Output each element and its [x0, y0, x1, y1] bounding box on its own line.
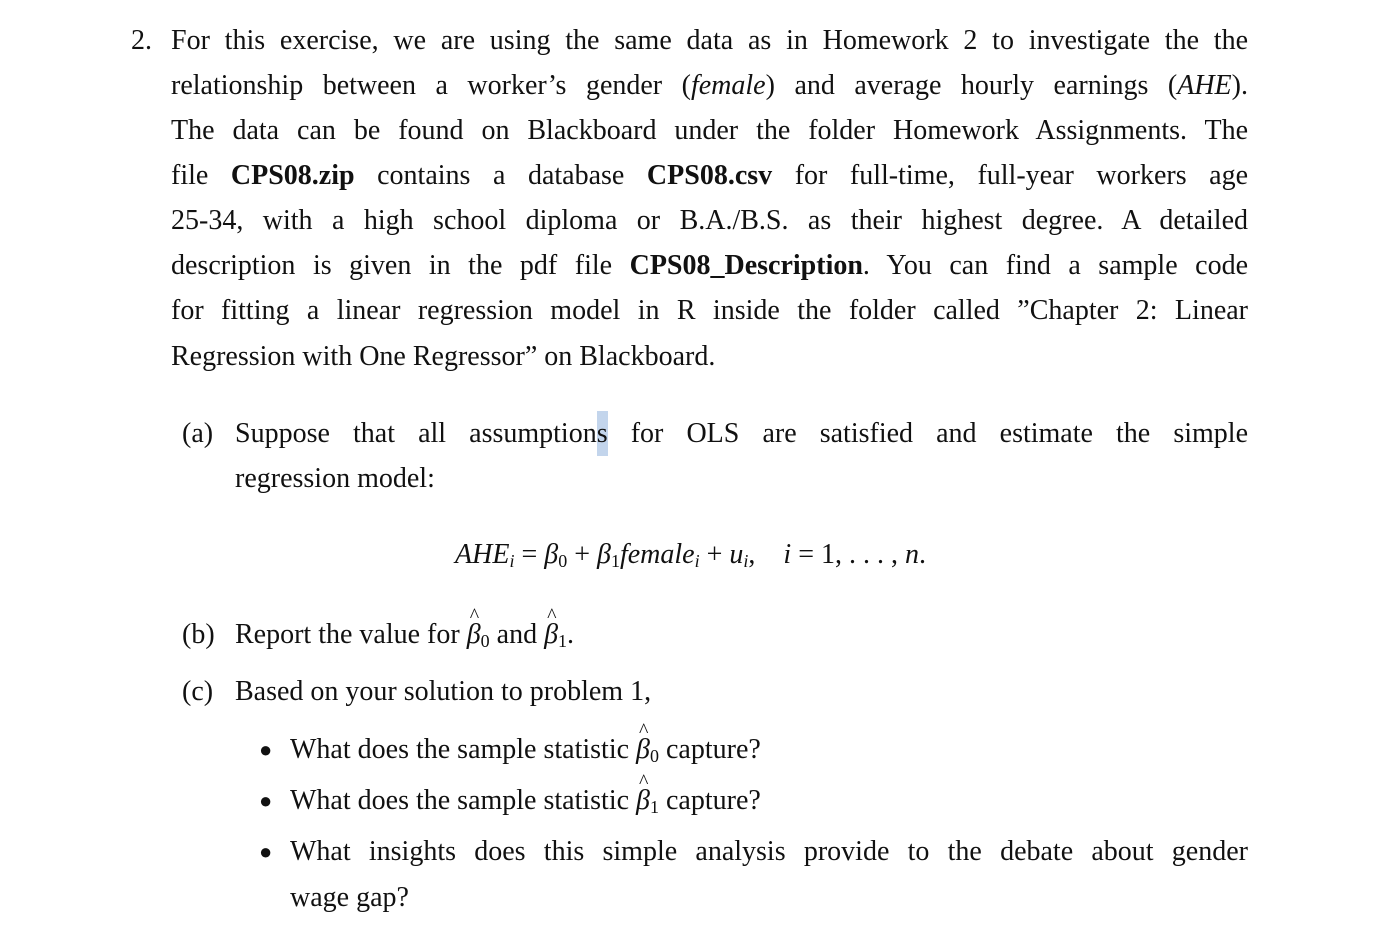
csv-filename: CPS08.csv — [646, 160, 773, 191]
paragraph-line-6: description is given in the pdf file CPS08_Description. You can find a sample code — [171, 250, 1248, 281]
bullet-icon: ● — [259, 839, 273, 864]
paragraph-line-1: For this exercise, we are using the same data as in Homework 2 to investigate the the — [171, 25, 1248, 56]
problem-number: 2. — [131, 25, 152, 56]
part-c-label: (c) — [182, 676, 214, 707]
paragraph-line-5: 25-34, with a high school diploma or B.A./B.S. as their highest degree. A detailed — [171, 205, 1248, 236]
bullet-item-1: What does the sample statistic ^ $\beta_0$ capture? — [290, 727, 1248, 772]
bullet-item-2: What does the sample statistic ^ $\beta_1$ capture? — [290, 778, 1248, 823]
paragraph-line-3: The data can be found on Blackboard under the folder Homework Assignments. The — [171, 115, 1248, 146]
paragraph-line-2: relationship between a worker’s gender (female) and average hourly earnings (AHE). — [171, 70, 1248, 101]
bullet-icon: ● — [259, 737, 273, 762]
description-filename: CPS08_Description — [629, 250, 863, 281]
paragraph-line-4: file CPS08.zip contains a database CPS08.csv for full-time, full-year workers age — [171, 160, 1249, 191]
paragraph-line-8: Regression with One Regressor” on Blackboard. — [171, 341, 716, 372]
part-c-text: Based on your solution to problem 1, — [235, 676, 652, 707]
part-a-label: (a) — [182, 418, 214, 449]
paragraph-line-7: for fitting a linear regression model in R inside the folder called ”Chapter 2: Linear — [171, 295, 1248, 326]
bullet-item-3-line-1: What insights does this simple analysis provide to the debate about gender — [290, 836, 1248, 867]
part-a-line-2: regression model: — [235, 463, 435, 494]
part-b-text: Report the value for ^ $\beta_0$ and ^ $\beta_1$. — [235, 612, 1248, 657]
bullet-icon: ● — [259, 788, 273, 813]
bullet-item-3-line-2: wage gap? — [290, 882, 409, 913]
zip-filename: CPS08.zip — [230, 160, 355, 191]
part-b-label: (b) — [182, 619, 215, 650]
part-a-line-1: Suppose that all assumptions for OLS are satisfied and estimate the simple — [235, 411, 1248, 456]
regression-equation: $AHE_i = \beta_0$ + $\beta_1female_i + u_i$, i = 1, . . . , n. — [455, 539, 926, 571]
